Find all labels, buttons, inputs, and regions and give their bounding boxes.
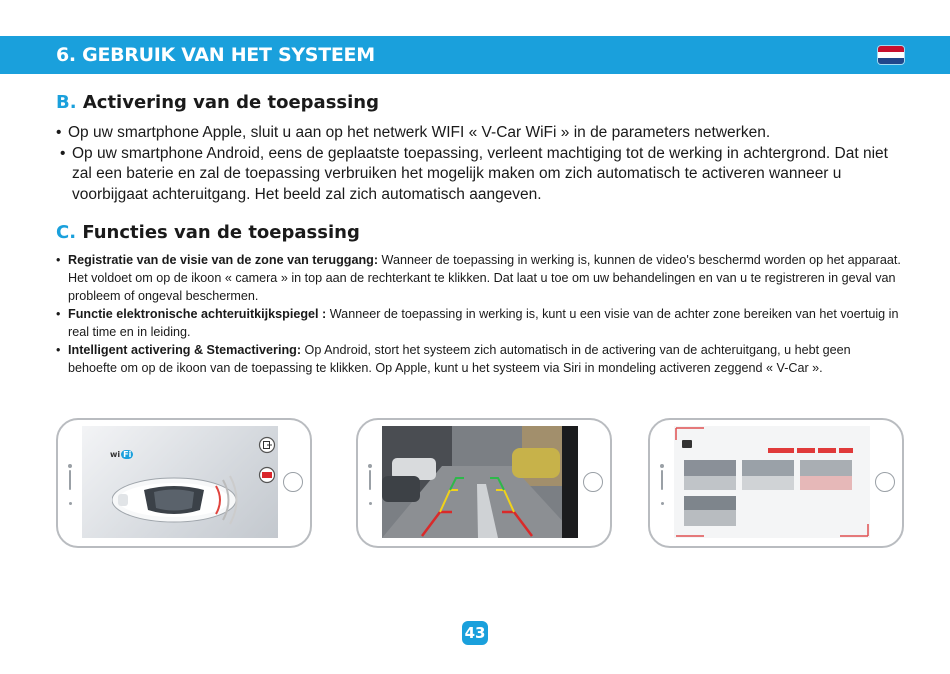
feature-label: Intelligent activering & Stemactivering: [68, 343, 302, 357]
list-item [56, 123, 906, 144]
section-c-body [56, 251, 901, 377]
section-b-bullet-1: Op uw smartphone Apple, sluit u aan op het netwerk WIFI « V-Car WiFi » in de parameters netwerken. [68, 124, 771, 141]
section-b-body [56, 123, 906, 205]
phone-sensor [369, 502, 372, 505]
app-home-screen [82, 426, 278, 538]
phone-home-button [583, 472, 603, 492]
phone-home-button [283, 472, 303, 492]
phone-camera [660, 464, 664, 468]
section-b-letter: B. [56, 92, 77, 113]
section-b-heading [56, 92, 379, 113]
section-b-bullet-2: Op uw smartphone Android, eens de geplaatste toepassing, verleent machtiging tot de werking in achtergrond. Dat niet zal een baterie en zal de toepassing verbruiken het mogelijk maken om zich automatisch te activeren wanneer u voorbijgaat achteruitgang. Het beeld zal zich automatisch aangeven. [72, 144, 888, 203]
feature-text: Wanneer de toepassing in werking is, kunt u een visie van de achter zone bereiken van het voertuig in real time en in leiding. [68, 307, 899, 339]
section-c-heading [56, 222, 360, 243]
list-item [56, 341, 901, 377]
page-title: 6. GEBRUIK VAN HET SYSTEEM [56, 44, 375, 66]
netherlands-flag-icon [878, 46, 904, 64]
phone-illustration-gallery [648, 418, 904, 548]
feature-text: Wanneer de toepassing in werking is, kunnen de video's beschermd worden op het apparaat. Het voldoet om op de ikoon « camera » in top aan de rechterkant te klikken. Dat laat u toe om uw behandelingen en van u te registreren in geval van probleem of ongeval beschermen. [68, 253, 901, 303]
phone-home-button [875, 472, 895, 492]
phone-illustration-camera [356, 418, 612, 548]
phone-illustration-home [56, 418, 312, 548]
feature-label: Registratie van de visie van de zone van teruggang: [68, 253, 379, 267]
section-b-title: Activering van de toepassing [82, 92, 379, 113]
list-item [56, 305, 901, 341]
video-gallery [674, 426, 870, 538]
phone-sensor [661, 502, 664, 505]
parking-camera-image [382, 426, 578, 538]
section-c-title: Functies van de toepassing [82, 222, 360, 243]
phone-camera [368, 464, 372, 468]
rear-camera-view [382, 426, 578, 538]
phone-speaker [661, 470, 663, 490]
feature-label: Functie elektronische achteruitkijkspiegel : [68, 307, 327, 321]
phone-sensor [69, 502, 72, 505]
section-c-letter: C. [56, 222, 77, 243]
wifi-logo [110, 450, 133, 459]
car-icon [112, 468, 262, 530]
exit-icon [258, 436, 276, 454]
wifi-badge: Fi [123, 450, 132, 459]
page-number: 43 [462, 621, 488, 645]
list-item [56, 251, 901, 305]
phone-speaker [369, 470, 371, 490]
wifi-label: wi [110, 450, 121, 459]
list-item [60, 144, 906, 206]
feature-text: Op Android, stort het systeem zich automatisch in de activering van de achteruitgang, u hebt geen behoefte om op de ikoon van de toepassing te klikken. Op Apple, kunt u het systeem via Siri in mondeling activeren zeggend « V-Car ». [68, 343, 851, 375]
phone-speaker [69, 470, 71, 490]
header-bar [0, 36, 950, 74]
gallery-screen-image [674, 426, 870, 538]
phone-camera [68, 464, 72, 468]
